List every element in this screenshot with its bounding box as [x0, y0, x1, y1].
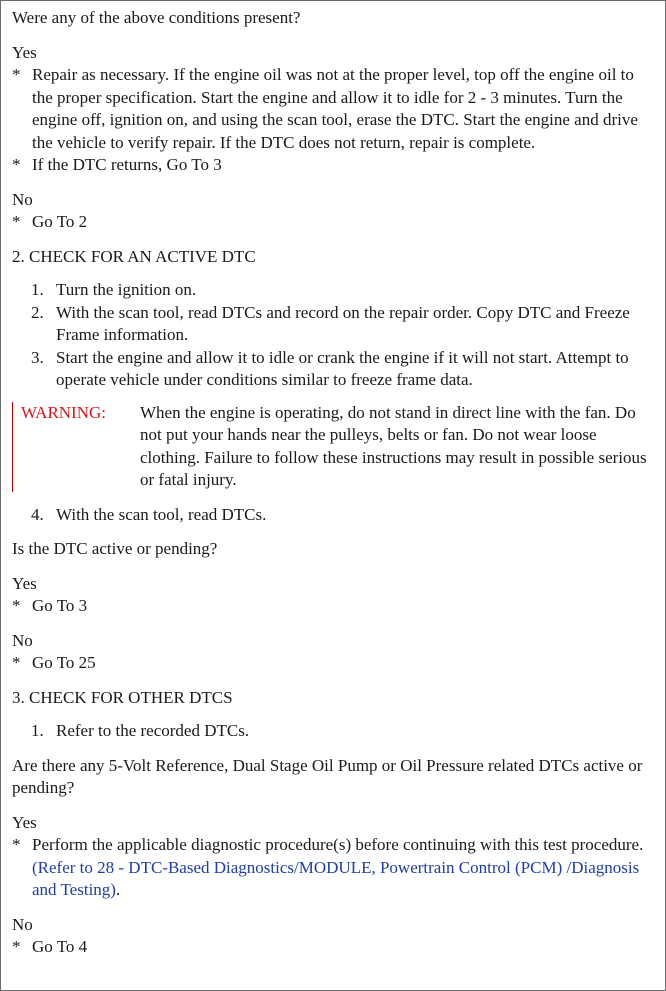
yes-label: Yes [12, 42, 37, 62]
yes-label: Yes [12, 573, 37, 593]
substep-number: 3. [31, 347, 44, 367]
bullet-marker: * [12, 155, 21, 174]
yes-response-3 [12, 812, 655, 902]
list-item [12, 652, 655, 675]
goto-step-25: Go To 25 [32, 653, 96, 672]
substep-number: 1. [31, 280, 44, 299]
list-item [12, 211, 655, 234]
substep [12, 347, 655, 392]
goto-step-3: Go To 3 [32, 596, 88, 615]
reference-link[interactable]: (Refer to 28 - DTC-Based Diagnostics/MODULE, Powertrain Control (PCM) /Diagnosis and Testing) [32, 857, 640, 899]
no-response-3 [12, 914, 655, 959]
goto-step-4: Go To 4 [32, 937, 88, 956]
yes-response-1 [12, 42, 655, 177]
perform-procedure-text [32, 834, 655, 902]
repair-instructions: Repair as necessary. If the engine oil was not at the proper level, top off the engine oil to the proper specification. Start the engine and allow it to idle for 2 - 3 minutes. Turn the engine off, ignition on, and using the scan tool, erase the DTC. Start the engine and drive the vehicle to verify repair. If the DTC does not return, repair is complete. [32, 65, 638, 152]
list-item [12, 154, 655, 177]
warning-text: When the engine is operating, do not stand in direct line with the fan. Do not put your hands near the pulleys, belts or fan. Do not wear loose clothing. Failure to follow these instructions may result in possible serious or fatal injury. [140, 402, 647, 489]
warning-box [12, 402, 655, 492]
bullet-marker: * [12, 653, 21, 672]
warning-label: WARNING: [21, 402, 106, 422]
goto-step-2: Go To 2 [32, 212, 88, 231]
list-item [12, 64, 655, 154]
substep [12, 720, 655, 743]
procedure-instruction: Perform the applicable diagnostic procedure(s) before continuing with this test procedure. [32, 835, 644, 854]
substep-number: 2. [31, 302, 44, 322]
bullet-marker: * [12, 596, 21, 615]
sentence-end: . [115, 880, 121, 899]
substep-number: 1. [31, 721, 44, 740]
no-label: No [12, 914, 33, 934]
question-dtc-active: Is the DTC active or pending? [12, 539, 218, 558]
no-label: No [12, 630, 33, 650]
step-heading-2: 2. CHECK FOR AN ACTIVE DTC [12, 246, 256, 266]
substep [12, 302, 655, 347]
goto-step-3: If the DTC returns, Go To 3 [32, 155, 222, 174]
bullet-marker: * [12, 65, 21, 84]
list-item [12, 595, 655, 618]
step-heading-3: 3. CHECK FOR OTHER DTCS [12, 687, 233, 707]
step-2-substeps-continued [12, 504, 655, 527]
substep [12, 279, 655, 302]
no-response-2 [12, 630, 655, 675]
bullet-marker: * [12, 212, 21, 231]
step-3-substeps [12, 720, 655, 743]
list-item [12, 834, 655, 902]
bullet-marker: * [12, 937, 21, 956]
substep [12, 504, 655, 527]
substep-number: 4. [31, 504, 44, 524]
step-2-substeps [12, 279, 655, 392]
substep-text: Start the engine and allow it to idle or crank the engine if it will not start. Attempt to operate vehicle under conditions similar to freeze frame data. [56, 347, 629, 389]
no-response-1 [12, 189, 655, 234]
question-conditions: Were any of the above conditions present? [12, 8, 301, 27]
no-label: No [12, 189, 33, 209]
yes-response-2 [12, 573, 655, 618]
substep-text: Refer to the recorded DTCs. [56, 721, 250, 740]
substep-text: Turn the ignition on. [56, 280, 197, 299]
bullet-marker: * [12, 835, 21, 854]
question-other-dtcs: Are there any 5-Volt Reference, Dual Stage Oil Pump or Oil Pressure related DTCs active or pending? [12, 755, 643, 797]
substep-text: With the scan tool, read DTCs. [56, 504, 267, 524]
yes-label: Yes [12, 812, 37, 832]
list-item [12, 936, 655, 959]
substep-text: With the scan tool, read DTCs and record on the repair order. Copy DTC and Freeze Frame information. [56, 302, 630, 344]
